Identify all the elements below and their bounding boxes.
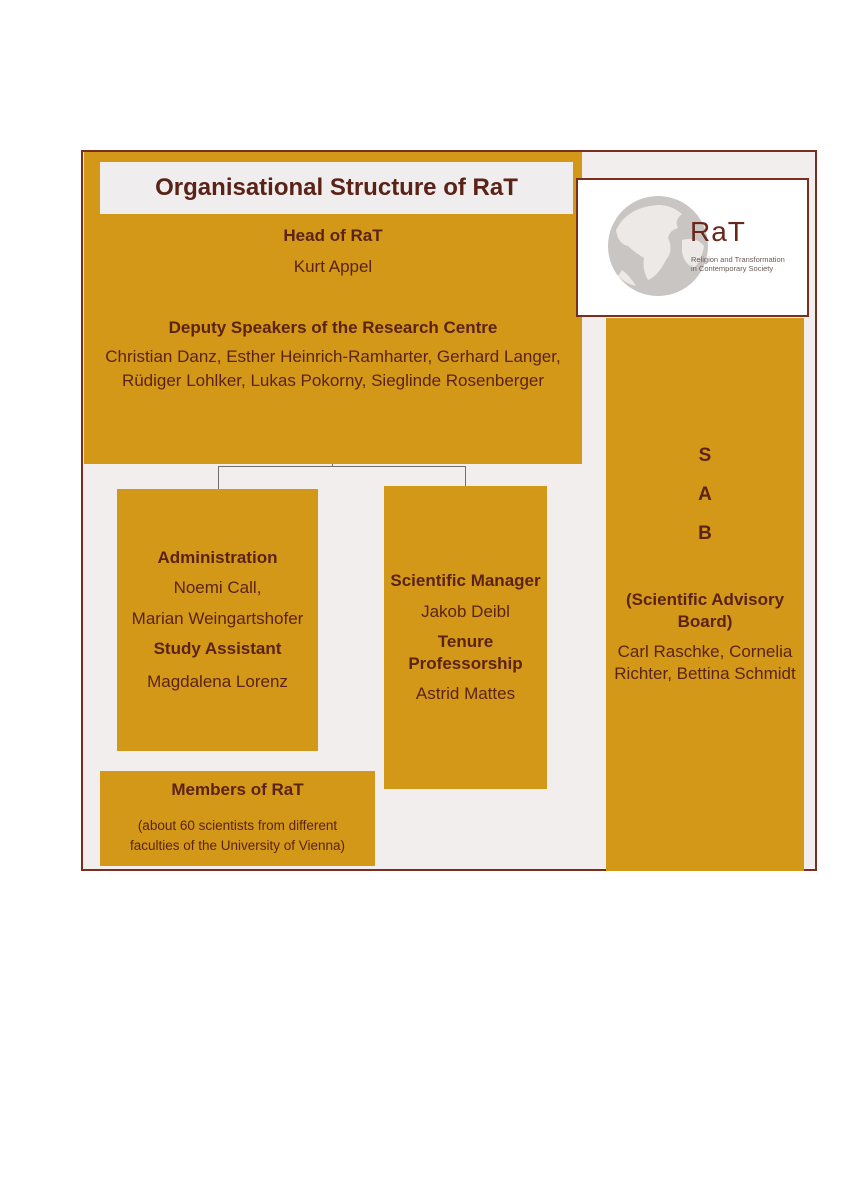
- deputies-heading: Deputy Speakers of the Research Centre: [168, 318, 498, 337]
- members-box: [100, 771, 375, 866]
- sab-letter-a: A: [698, 484, 712, 505]
- chart-title: Organisational Structure of RaT: [155, 174, 518, 201]
- administration-heading: Administration: [157, 548, 278, 567]
- scientific-manager-name: Jakob Deibl: [421, 602, 510, 621]
- sab-full-2: Board): [677, 612, 733, 631]
- tenure-heading-2: Professorship: [408, 654, 523, 673]
- title-box: [100, 162, 573, 214]
- members-desc-2: faculties of the University of Vienna): [129, 838, 346, 853]
- connector-left-drop: [218, 466, 219, 489]
- sab-full-1: (Scientific Advisory: [625, 590, 785, 609]
- study-assistant-name: Magdalena Lorenz: [147, 672, 288, 691]
- tenure-name: Astrid Mattes: [415, 684, 516, 703]
- study-assistant-heading: Study Assistant: [153, 639, 282, 658]
- administration-name-2: Marian Weingartshofer: [131, 609, 304, 628]
- scientific-manager-heading: Scientific Manager: [390, 571, 541, 590]
- sab-names-1: Carl Raschke, Cornelia: [617, 642, 793, 661]
- logo-tagline-2: in Contemporary Society: [691, 264, 774, 273]
- sab-names-2: Richter, Bettina Schmidt: [614, 664, 796, 683]
- administration-name-1: Noemi Call,: [173, 578, 262, 597]
- tenure-heading-1: Tenure: [437, 632, 494, 651]
- deputies-names-2: Rüdiger Lohlker, Lukas Pokorny, Sieglinde Rosenberger: [121, 371, 545, 390]
- head-heading: Head of RaT: [283, 226, 383, 245]
- logo-tagline-1: Religion and Transformation: [691, 255, 785, 264]
- connector-horizontal: [218, 466, 466, 467]
- head-name: Kurt Appel: [293, 257, 373, 276]
- logo-tagline: [691, 255, 785, 273]
- members-desc-1: (about 60 scientists from different: [137, 818, 338, 833]
- sab-letter-s: S: [698, 445, 712, 466]
- members-heading: Members of RaT: [171, 780, 304, 799]
- rat-logo: [576, 178, 809, 317]
- deputies-names-1: Christian Danz, Esther Heinrich-Ramharter, Gerhard Langer,: [105, 347, 561, 366]
- sab-letter-b: B: [698, 523, 712, 544]
- logo-name: RaT: [690, 216, 746, 247]
- connector-right-drop: [465, 466, 466, 486]
